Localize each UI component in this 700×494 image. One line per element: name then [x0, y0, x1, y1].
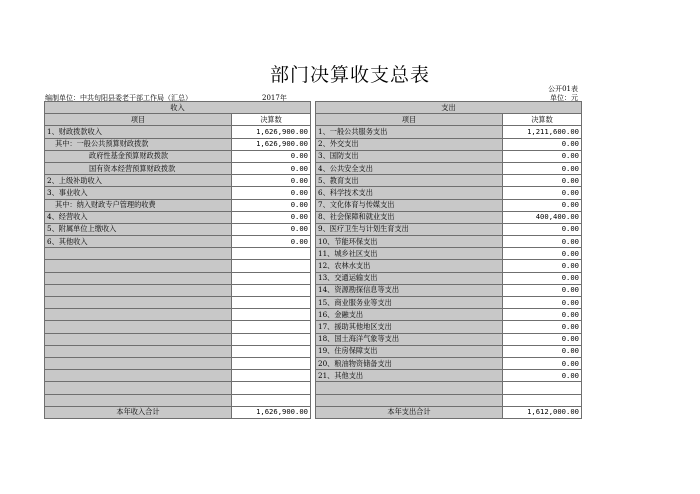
income-item: 6、其他收入	[45, 236, 232, 248]
income-item: 其中：一般公共预算财政拨款	[45, 138, 232, 150]
income-amount: 0.00	[232, 187, 311, 199]
table-row	[45, 272, 582, 284]
expense-total-label: 本年支出合计	[316, 406, 503, 418]
income-amount	[232, 248, 311, 260]
income-amount	[232, 309, 311, 321]
table-row	[45, 284, 582, 296]
table-row	[45, 321, 582, 333]
column-header-row	[45, 114, 582, 126]
expense-amount: 0.00	[503, 297, 582, 309]
income-amount: 1,626,900.00	[232, 126, 311, 138]
income-amount: 0.00	[232, 211, 311, 223]
table-row	[45, 236, 582, 248]
income-amount	[232, 394, 311, 406]
expense-item: 18、国土海洋气象等支出	[316, 333, 503, 345]
table-row	[45, 248, 582, 260]
income-amount	[232, 357, 311, 369]
expense-section-header: 支出	[316, 102, 582, 114]
expense-item: 6、科学技术支出	[316, 187, 503, 199]
table-row	[45, 357, 582, 369]
expense-amount	[503, 394, 582, 406]
form-number: 公开01表	[548, 85, 578, 93]
expense-amount: 0.00	[503, 236, 582, 248]
income-expense-table	[44, 101, 582, 419]
income-amount	[232, 382, 311, 394]
table-row	[45, 297, 582, 309]
expense-item-header: 项目	[316, 114, 503, 126]
table-row	[45, 199, 582, 211]
income-item	[45, 309, 232, 321]
income-item	[45, 394, 232, 406]
income-amount: 0.00	[232, 175, 311, 187]
expense-amount: 0.00	[503, 199, 582, 211]
expense-amount: 1,211,600.00	[503, 126, 582, 138]
income-item	[45, 284, 232, 296]
table-row	[45, 394, 582, 406]
income-section-header: 收入	[45, 102, 311, 114]
income-item: 其中：纳入财政专户管理的收费	[45, 199, 232, 211]
expense-amount: 0.00	[503, 187, 582, 199]
expense-item: 2、外交支出	[316, 138, 503, 150]
expense-amount: 0.00	[503, 150, 582, 162]
income-item	[45, 345, 232, 357]
income-item	[45, 321, 232, 333]
expense-item: 3、国防支出	[316, 150, 503, 162]
income-amount	[232, 272, 311, 284]
income-item	[45, 297, 232, 309]
table-row	[45, 150, 582, 162]
expense-amount: 0.00	[503, 357, 582, 369]
income-total-value: 1,626,900.00	[232, 406, 311, 418]
table-row	[45, 382, 582, 394]
income-item: 3、事业收入	[45, 187, 232, 199]
income-item: 4、经营收入	[45, 211, 232, 223]
section-header-row	[45, 102, 582, 114]
income-item-header: 项目	[45, 114, 232, 126]
expense-item: 4、公共安全支出	[316, 162, 503, 174]
income-amount	[232, 345, 311, 357]
table-row	[45, 187, 582, 199]
expense-item: 5、教育支出	[316, 175, 503, 187]
expense-amount: 0.00	[503, 272, 582, 284]
expense-item: 10、节能环保支出	[316, 236, 503, 248]
currency-unit: 单位：元	[550, 94, 578, 102]
expense-item	[316, 382, 503, 394]
expense-amount: 0.00	[503, 345, 582, 357]
expense-amount-header: 决算数	[503, 114, 582, 126]
expense-amount: 0.00	[503, 162, 582, 174]
table-row	[45, 211, 582, 223]
income-amount	[232, 284, 311, 296]
income-item	[45, 357, 232, 369]
report-year: 2017年	[262, 94, 287, 102]
expense-item: 19、住房保障支出	[316, 345, 503, 357]
expense-item: 13、交通运输支出	[316, 272, 503, 284]
income-item	[45, 370, 232, 382]
table-row	[45, 223, 582, 235]
income-amount-header: 决算数	[232, 114, 311, 126]
income-amount	[232, 370, 311, 382]
income-total-label: 本年收入合计	[45, 406, 232, 418]
expense-amount: 0.00	[503, 321, 582, 333]
expense-item: 8、社会保障和就业支出	[316, 211, 503, 223]
income-amount: 0.00	[232, 150, 311, 162]
table-row	[45, 126, 582, 138]
income-amount: 0.00	[232, 223, 311, 235]
income-amount: 1,626,900.00	[232, 138, 311, 150]
expense-total-value: 1,612,000.00	[503, 406, 582, 418]
expense-item: 15、商业服务业等支出	[316, 297, 503, 309]
expense-item: 20、粮油物资储备支出	[316, 357, 503, 369]
income-item	[45, 333, 232, 345]
income-amount	[232, 260, 311, 272]
table-row	[45, 333, 582, 345]
expense-item: 11、城乡社区支出	[316, 248, 503, 260]
expense-item: 9、医疗卫生与计划生育支出	[316, 223, 503, 235]
income-item	[45, 260, 232, 272]
expense-item: 14、资源勘探信息等支出	[316, 284, 503, 296]
expense-amount: 0.00	[503, 248, 582, 260]
expense-amount: 0.00	[503, 138, 582, 150]
expense-amount: 0.00	[503, 175, 582, 187]
expense-item: 7、文化体育与传媒支出	[316, 199, 503, 211]
expense-item: 1、一般公共服务支出	[316, 126, 503, 138]
income-item: 国有资本经营预算财政拨款	[45, 162, 232, 174]
income-amount	[232, 321, 311, 333]
expense-amount: 400,400.00	[503, 211, 582, 223]
expense-item: 21、其他支出	[316, 370, 503, 382]
table-row	[45, 138, 582, 150]
income-item	[45, 248, 232, 260]
table-row	[45, 370, 582, 382]
income-amount: 0.00	[232, 199, 311, 211]
expense-amount: 0.00	[503, 333, 582, 345]
income-item: 1、财政拨款收入	[45, 126, 232, 138]
income-item	[45, 272, 232, 284]
income-amount	[232, 297, 311, 309]
income-item: 2、上级补助收入	[45, 175, 232, 187]
table-row	[45, 345, 582, 357]
income-amount	[232, 333, 311, 345]
reporting-unit: 编制单位：中共旬阳县委老干部工作局（汇总）	[45, 94, 192, 102]
expense-amount	[503, 382, 582, 394]
table-row	[45, 162, 582, 174]
expense-amount: 0.00	[503, 370, 582, 382]
expense-item: 12、农林水支出	[316, 260, 503, 272]
total-row	[45, 406, 582, 418]
expense-amount: 0.00	[503, 260, 582, 272]
income-item	[45, 382, 232, 394]
income-item: 5、附属单位上缴收入	[45, 223, 232, 235]
expense-item: 17、援助其他地区支出	[316, 321, 503, 333]
expense-amount: 0.00	[503, 309, 582, 321]
table-row	[45, 260, 582, 272]
income-item: 政府性基金预算财政拨款	[45, 150, 232, 162]
income-amount: 0.00	[232, 236, 311, 248]
expense-item: 16、金融支出	[316, 309, 503, 321]
page-title: 部门决算收支总表	[269, 64, 430, 86]
table-row	[45, 309, 582, 321]
table-row	[45, 175, 582, 187]
expense-amount: 0.00	[503, 223, 582, 235]
income-amount: 0.00	[232, 162, 311, 174]
expense-amount: 0.00	[503, 284, 582, 296]
expense-item	[316, 394, 503, 406]
